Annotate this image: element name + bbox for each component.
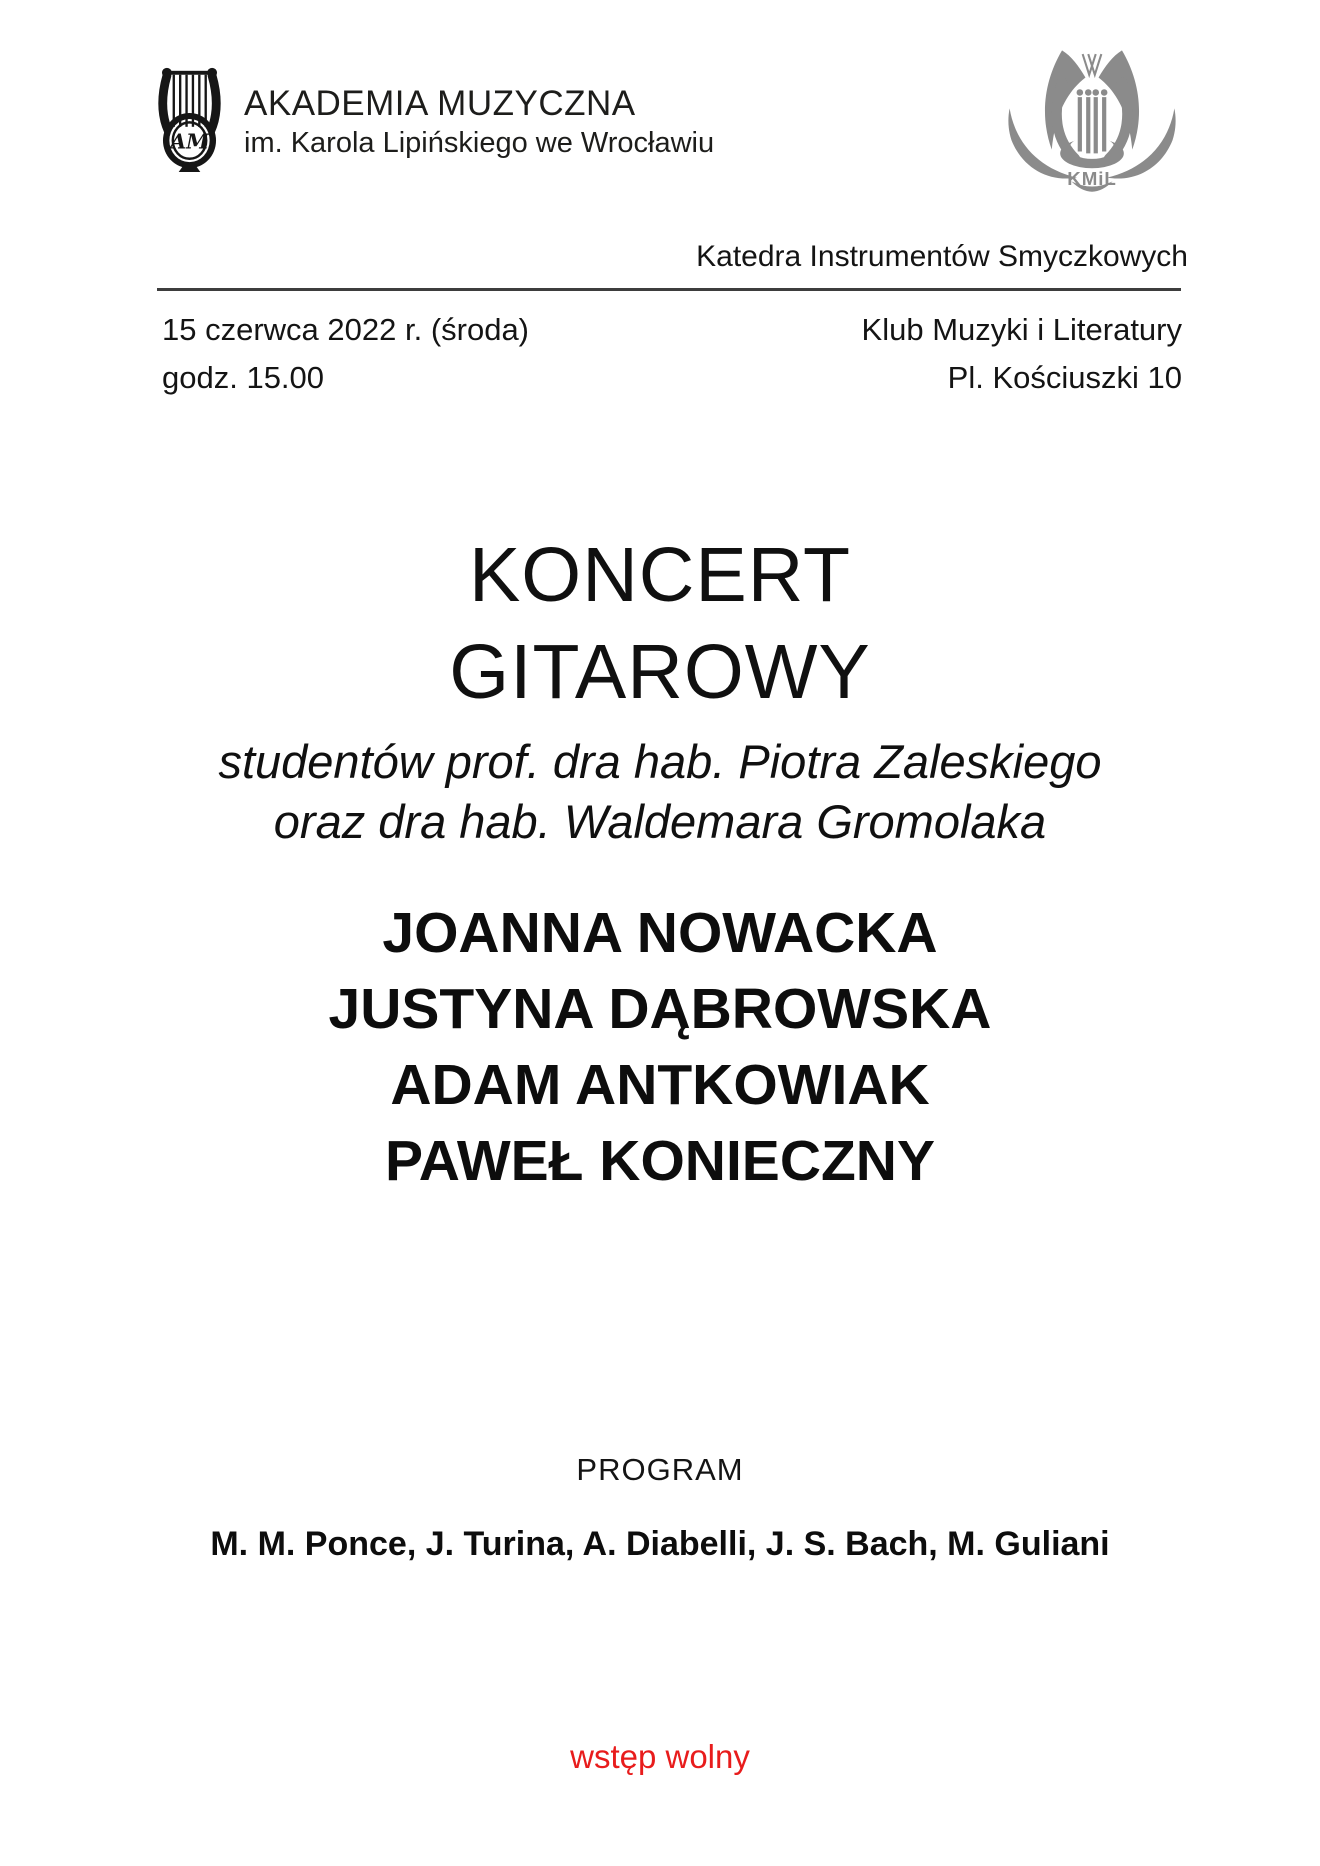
- admission-note: wstęp wolny: [570, 1738, 750, 1775]
- event-datetime: [162, 306, 529, 402]
- subtitle-line-1: studentów prof. dra hab. Piotra Zaleskiego: [218, 735, 1102, 788]
- program-heading: PROGRAM: [576, 1452, 744, 1487]
- kmil-logo: [986, 26, 1198, 207]
- performer-name: ADAM ANTKOWIAK: [390, 1053, 930, 1117]
- concert-title: [0, 527, 1320, 721]
- title-line-1: KONCERT: [468, 532, 852, 618]
- event-time: godz. 15.00: [162, 360, 325, 395]
- academy-subtitle: im. Karola Lipińskiego we Wrocławiu: [244, 127, 715, 159]
- department-name: Katedra Instrumentów Smyczkowych: [696, 240, 1188, 273]
- am-monogram: AM: [170, 129, 209, 154]
- performers-list: [0, 895, 1320, 1199]
- venue-name: Klub Muzyki i Literatury: [861, 312, 1182, 347]
- performer-name: JOANNA NOWACKA: [382, 901, 938, 965]
- event-info: [162, 306, 1182, 402]
- kmil-label: KMiL: [1067, 168, 1117, 190]
- academy-name-block: [244, 84, 714, 160]
- performer-name: PAWEŁ KONIECZNY: [385, 1129, 935, 1193]
- academy-name: AKADEMIA MUZYCZNA: [244, 84, 636, 123]
- kmil-flame-lyre-icon: [986, 168, 1198, 206]
- divider-line: [157, 288, 1181, 291]
- lyre-icon: [155, 60, 224, 177]
- venue-address: Pl. Kościuszki 10: [947, 360, 1182, 395]
- subtitle-line-2: oraz dra hab. Waldemara Gromolaka: [273, 795, 1047, 848]
- concert-subtitle: [0, 732, 1320, 852]
- performer-name: JUSTYNA DĄBROWSKA: [328, 977, 992, 1041]
- title-line-2: GITAROWY: [449, 629, 871, 715]
- academy-logo: [155, 60, 714, 177]
- program-composers: M. M. Ponce, J. Turina, A. Diabelli, J. S. Bach, M. Guliani: [210, 1525, 1110, 1563]
- event-date: 15 czerwca 2022 r. (środa): [162, 312, 530, 347]
- w-glyph: [1083, 54, 1102, 75]
- event-venue: [862, 306, 1182, 402]
